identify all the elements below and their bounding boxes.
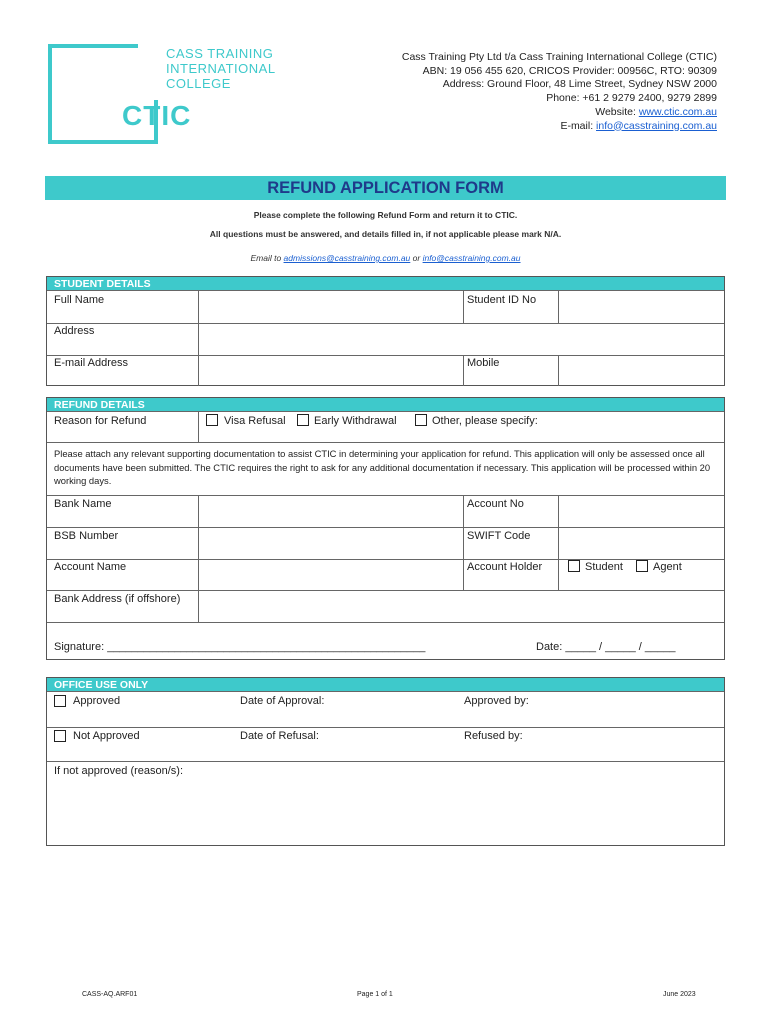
approved-by-label: Approved by: [464,695,529,707]
refund-details-header: REFUND DETAILS [47,398,724,411]
refund-details-section [46,397,725,660]
logo-abbreviation: CTIC [122,100,192,131]
documentation-note: Please attach any relevant supporting documentation to assist CTIC in determining your application for refund. This application will only be assessed once all documents have been submitted. The CTIC requires the right to ask for any additional documentation if necessary. This application will be processed within 20 working days. [54,448,711,487]
holder-student-checkbox[interactable] [568,560,580,572]
not-approved-checkbox[interactable] [54,730,66,742]
email-link[interactable]: info@casstraining.com.au [596,119,717,132]
refused-by-label: Refused by: [464,730,523,742]
visa-refusal-checkbox[interactable] [206,414,218,426]
bsb-label: BSB Number [54,530,119,542]
admissions-email-link[interactable]: admissions@casstraining.com.au [283,253,411,263]
bank-address-label: Bank Address (if offshore) [54,593,181,605]
intro-line-1: Please complete the following Refund Form and return it to CTIC. [253,210,518,220]
account-holder-label: Account Holder [467,561,543,573]
full-name-label: Full Name [54,294,105,306]
mobile-label: Mobile [467,357,500,369]
swift-label: SWIFT Code [467,530,531,542]
office-use-section [46,677,725,846]
org-name: Cass Training Pty Ltd t/a Cass Training International College (CTIC) [401,51,717,63]
footer-page-number: Page 1 of 1 [357,991,393,998]
not-approved-label: Not Approved [73,730,140,742]
intro-email-line: Email to admissions@casstraining.com.au or info@casstraining.com.au [250,253,521,263]
student-details-section [46,276,725,386]
approved-checkbox[interactable] [54,695,66,707]
office-use-header: OFFICE USE ONLY [47,678,724,691]
visa-refusal-label: Visa Refusal [224,415,286,427]
date-of-approval-label: Date of Approval: [240,695,325,707]
account-name-label: Account Name [54,561,127,573]
college-logo [48,44,278,148]
approved-label: Approved [73,695,121,707]
date-of-refusal-label: Date of Refusal: [240,730,319,742]
org-address: Address: Ground Floor, 48 Lime Street, Sydney NSW 2000 [442,78,717,91]
form-title: REFUND APPLICATION FORM [45,176,726,200]
holder-agent-label: Agent [653,561,682,573]
reason-label: Reason for Refund [54,415,147,427]
logo-wordmark: CASS TRAINING INTERNATIONAL COLLEGE [166,46,276,91]
bank-name-label: Bank Name [54,498,112,510]
early-withdrawal-checkbox[interactable] [297,414,309,426]
website-link[interactable]: www.ctic.com.au [638,105,717,118]
footer-date: June 2023 [663,991,696,998]
organisation-details [402,51,717,133]
org-phone: Phone: +61 2 9279 2400, 9279 2899 [546,92,717,105]
intro-line-2: All questions must be answered, and details filled in, if not applicable please mark N/A. [209,229,562,239]
holder-agent-checkbox[interactable] [636,560,648,572]
email-address-label: E-mail Address [54,357,128,369]
org-website-line: Website: www.ctic.com.au [595,105,717,118]
address-label: Address [54,325,95,337]
student-id-label: Student ID No [467,294,537,306]
reasons-label: If not approved (reason/s): [54,765,184,777]
org-abn: ABN: 19 056 455 620, CRICOS Provider: 00956C, RTO: 90309 [422,64,717,77]
student-details-header: STUDENT DETAILS [47,277,724,290]
account-no-label: Account No [467,498,524,510]
footer-doc-code: CASS-AQ.ARF01 [82,991,138,998]
date-line: Date: _____ / _____ / _____ [536,641,676,653]
other-reason-label: Other, please specify: [432,415,538,427]
holder-student-label: Student [585,561,623,573]
other-reason-checkbox[interactable] [415,414,427,426]
early-withdrawal-label: Early Withdrawal [314,415,397,427]
org-email-line: E-mail: info@casstraining.com.au [560,119,717,132]
signature-line: Signature: ____________________________________________________ [54,641,426,653]
info-email-link[interactable]: info@casstraining.com.au [422,253,521,263]
